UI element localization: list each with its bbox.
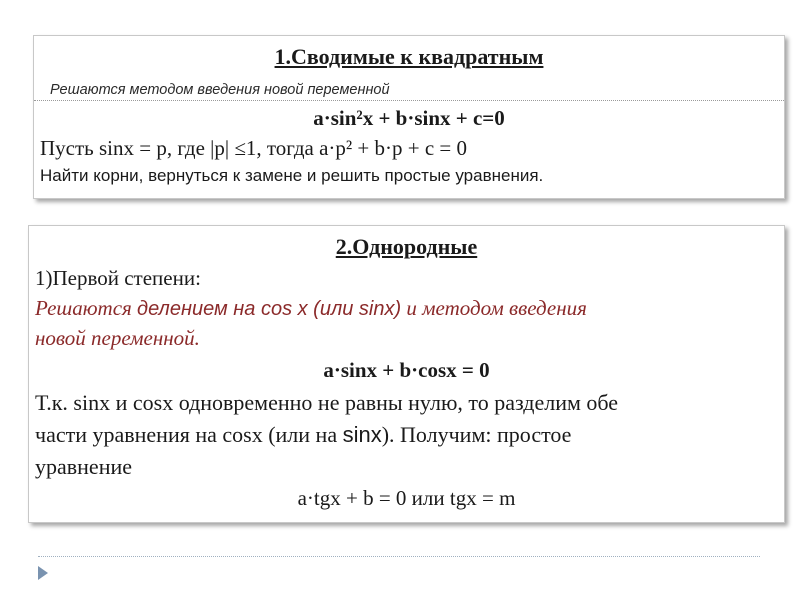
- section2-method-line2: новой переменной.: [35, 326, 200, 350]
- section2-explanation-line2: [35, 422, 571, 448]
- triangle-right-icon: [38, 566, 48, 580]
- method-part2: делением на cos x (или sinx): [137, 298, 402, 320]
- section1-substitution: Пусть sinx = p, где |p| ≤1, тогда a·p² + b·p + c = 0: [40, 136, 468, 160]
- bottom-divider: [38, 556, 760, 557]
- quadratic-reducible-box: [33, 35, 785, 199]
- section1-title: 1.Сводимые к квадратным: [274, 44, 544, 69]
- expl-line2-a: части уравнения на cosx (или на: [35, 422, 343, 447]
- method-part3: и методом введения: [401, 296, 587, 320]
- section2-title: 2.Однородные: [335, 234, 478, 259]
- section2-degree-label: 1)Первой степени:: [35, 266, 201, 290]
- section2-method-line1: [35, 296, 587, 321]
- section1-instruction: Найти корни, вернуться к замене и решить простые уравнения.: [40, 166, 544, 185]
- expl-line2-b: sinx: [342, 422, 382, 447]
- homogeneous-box: [28, 225, 785, 523]
- section2-formula: a·sinx + b·cosx = 0: [323, 358, 490, 382]
- section2-explanation-line3: уравнение: [35, 454, 133, 479]
- section2-result: a·tgx + b = 0 или tgx = m: [297, 486, 516, 510]
- section1-formula: a·sin²x + b·sinx + c=0: [313, 106, 505, 130]
- section2-explanation-line1: Т.к. sinx и cosx одновременно не равны нулю, то разделим обе: [35, 390, 619, 415]
- section1-subtitle: Решаются методом введения новой переменной: [50, 82, 390, 98]
- expl-line2-c: ). Получим: простое: [381, 422, 572, 447]
- section1-divider: [34, 100, 784, 101]
- method-part1: Решаются: [35, 296, 138, 320]
